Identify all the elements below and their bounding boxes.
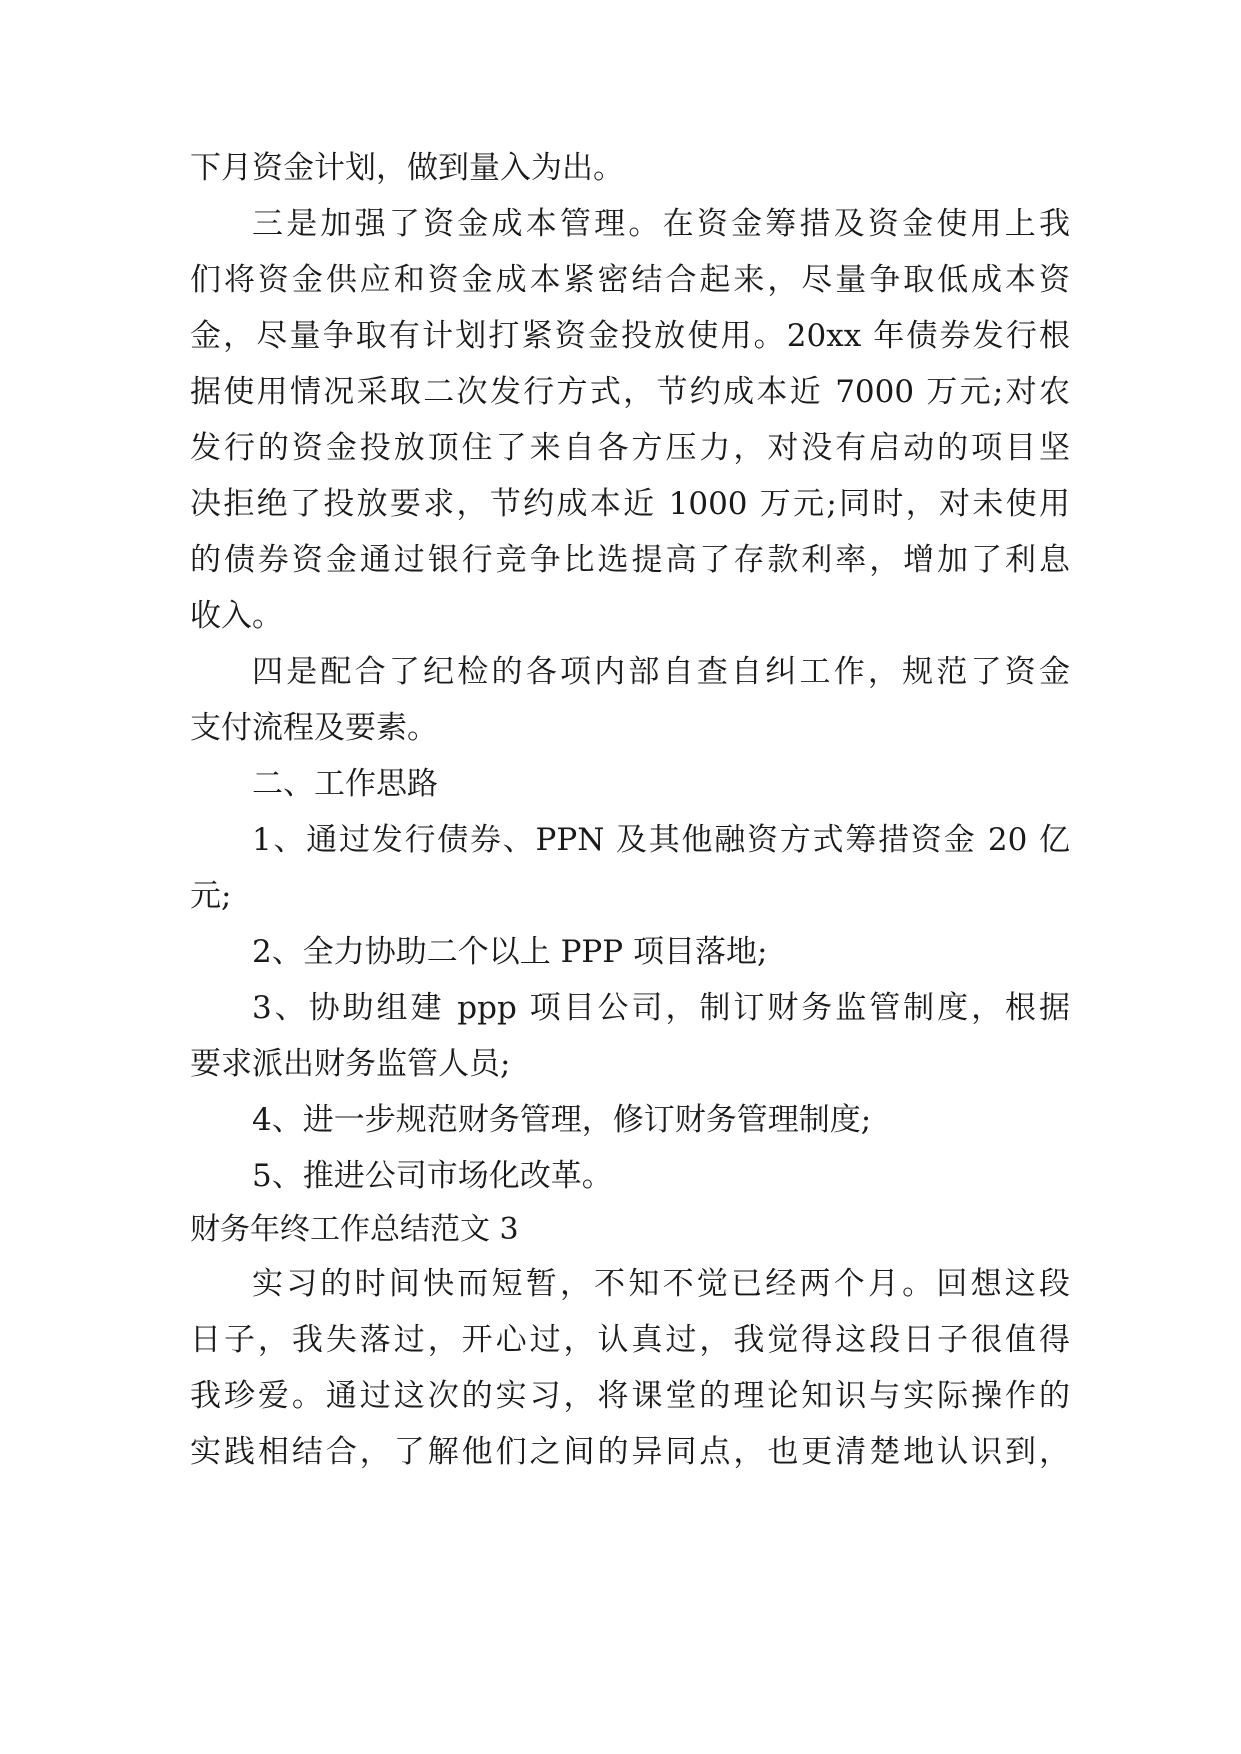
text-line: 决拒绝了投放要求，节约成本近 1000 万元;同时，对未使用	[190, 486, 1070, 522]
text-line: 收入。	[190, 598, 283, 634]
list-item: 5、推进公司市场化改革。	[252, 1158, 613, 1194]
list-item: 4、进一步规范财务管理，修订财务管理制度;	[252, 1102, 872, 1138]
text-line: 们将资金供应和资金成本紧密结合起来，尽量争取低成本资	[190, 262, 1070, 298]
list-item: 2、全力协助二个以上 PPP 项目落地;	[252, 934, 768, 970]
text-line: 要求派出财务监管人员;	[190, 1046, 511, 1082]
article-title: 财务年终工作总结范文 3	[190, 1212, 519, 1247]
text-line: 下月资金计划，做到量入为出。	[190, 150, 624, 186]
text-line: 日子，我失落过，开心过，认真过，我觉得这段日子很值得	[190, 1322, 1070, 1358]
text-line: 金，尽量争取有计划打紧资金投放使用。20xx 年债券发行根	[190, 318, 1070, 354]
text-line: 三是加强了资金成本管理。在资金筹措及资金使用上我	[252, 206, 1070, 242]
text-line: 元;	[190, 878, 232, 914]
text-line: 据使用情况采取二次发行方式，节约成本近 7000 万元;对农	[190, 374, 1070, 410]
text-line: 我珍爱。通过这次的实习，将课堂的理论知识与实际操作的	[190, 1378, 1070, 1414]
section-heading: 二、工作思路	[252, 766, 438, 802]
text-line: 四是配合了纪检的各项内部自查自纠工作，规范了资金	[252, 654, 1070, 690]
text-line: 支付流程及要素。	[190, 710, 438, 746]
list-item: 1、通过发行债券、PPN 及其他融资方式筹措资金 20 亿	[252, 822, 1070, 858]
list-item: 3、协助组建 ppp 项目公司，制订财务监管制度，根据	[252, 990, 1070, 1026]
text-line: 的债券资金通过银行竞争比选提高了存款利率，增加了利息	[190, 542, 1070, 578]
text-line: 发行的资金投放顶住了来自各方压力，对没有启动的项目坚	[190, 430, 1070, 466]
text-line: 实践相结合，了解他们之间的异同点，也更清楚地认识到，	[190, 1434, 1070, 1470]
text-line: 实习的时间快而短暂，不知不觉已经两个月。回想这段	[252, 1266, 1070, 1302]
